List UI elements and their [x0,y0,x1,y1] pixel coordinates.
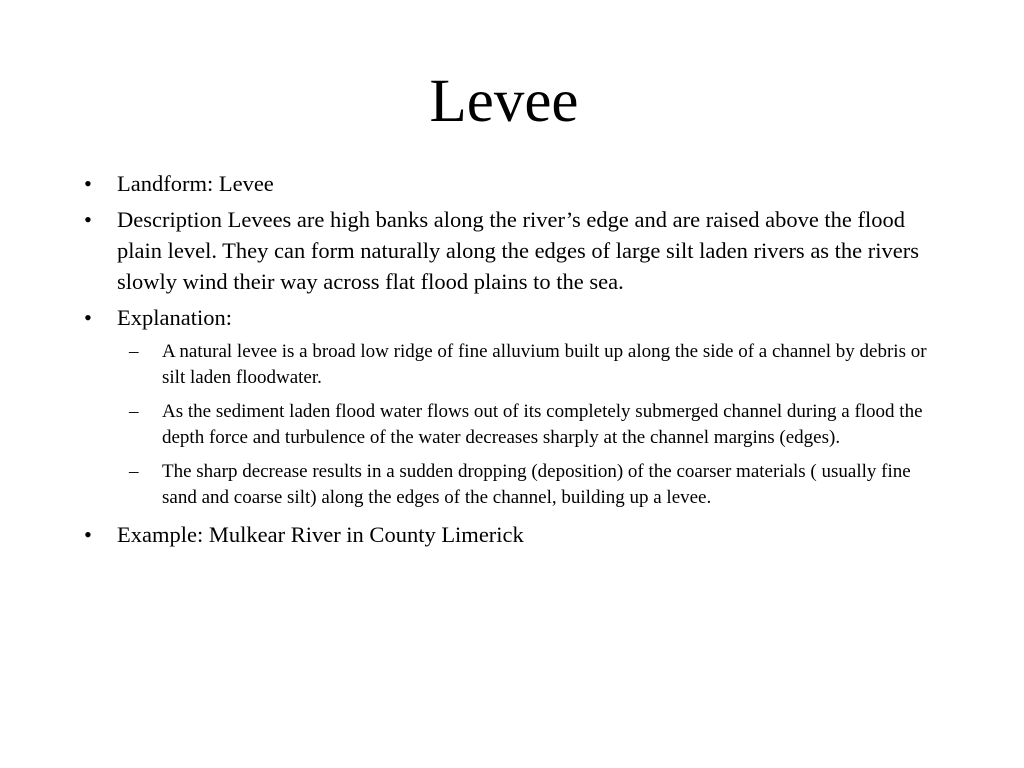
slide-title: Levee [429,68,579,135]
slide-body [84,168,934,555]
dash-icon: – [129,461,139,482]
sub-bullet-text: As the sediment laden flood water flows out of its completely submerged channel during a flood the depth force and turbulence of the water decreases sharply at the channel margins (edges). [162,401,923,448]
sub-bullet-item [129,339,934,391]
bullet-text: Example: Mulkear River in County Limerick [117,522,524,547]
bullet-item-landform [84,168,934,199]
bullet-icon: • [84,305,92,330]
sub-bullet-item [129,399,934,451]
dash-icon: – [129,341,139,362]
bullet-text: Explanation: [117,305,232,330]
bullet-item-description [84,204,934,297]
bullet-text: Landform: Levee [117,171,274,196]
dash-icon: – [129,401,139,422]
sub-bullet-text: A natural levee is a broad low ridge of fine alluvium built up along the side of a channel by debris or silt laden floodwater. [162,341,927,388]
bullet-item-example [84,519,934,550]
bullet-icon: • [84,171,92,196]
bullet-icon: • [84,522,92,547]
sub-bullet-text: The sharp decrease results in a sudden dropping (deposition) of the coarser materials ( usually fine sand and coarse silt) along the edges of the channel, building up a levee. [162,461,911,508]
bullet-text: Description Levees are high banks along the river’s edge and are raised above the flood plain level. They can form naturally along the edges of large silt laden rivers as the rivers slowly wind their way across flat flood plains to the sea. [117,207,920,294]
sub-bullet-item [129,459,934,511]
explanation-sublist [84,339,934,511]
bullet-item-explanation [84,302,934,333]
bullet-icon: • [84,207,92,232]
